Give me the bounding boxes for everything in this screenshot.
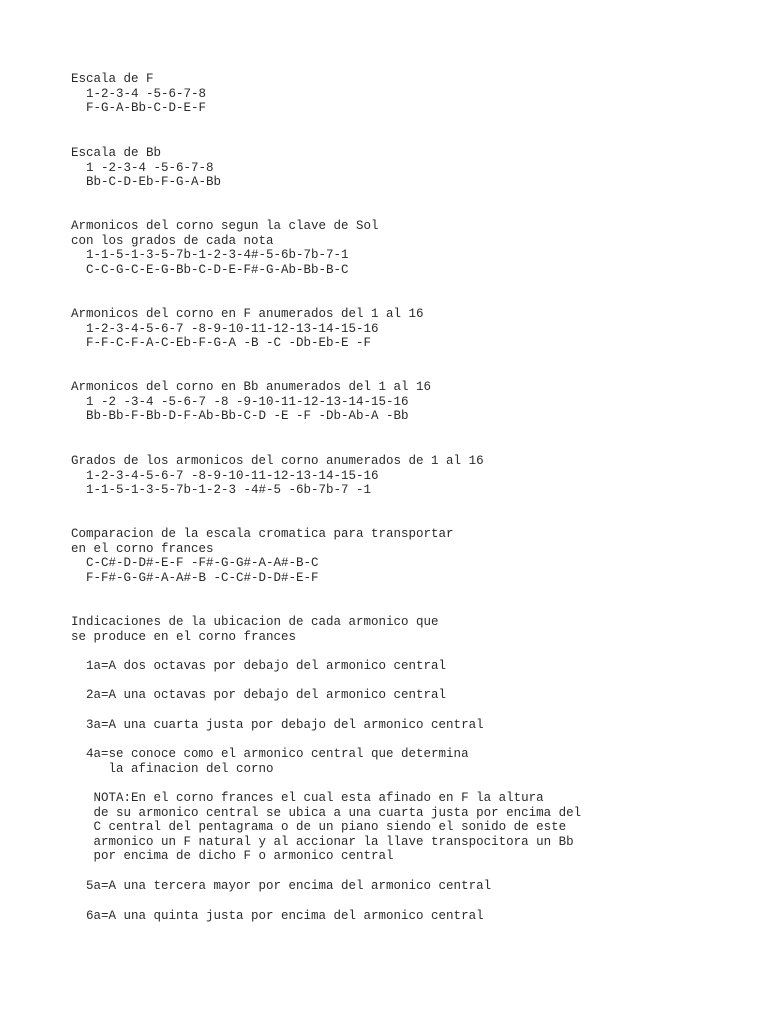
note-line: F-F-C-F-A-C-Eb-F-G-A -B -C -Db-Eb-E -F [71,336,372,351]
section-heading-cont: en el corno frances [71,541,214,556]
item-text: 6a=A una quinta justa por encima del armonico central [71,909,484,923]
note-line: F-G-A-Bb-C-D-E-F [71,101,207,116]
item-text-cont: la afinacion del corno [71,761,274,776]
section-indicaciones [71,615,439,644]
note-line: Bb-C-D-Eb-F-G-A-Bb [71,175,222,190]
item-1a [71,659,446,674]
section-heading: Escala de Bb [71,146,162,160]
section-heading: Grados de los armonicos del corno anumerados de 1 al 16 [71,454,484,468]
section-grados [71,454,484,498]
nota-block [71,791,581,864]
degree-line: 1-1-5-1-3-5-7b-1-2-3-4#-5-6b-7b-7-1 [71,248,349,263]
section-heading-cont: se produce en el corno frances [71,629,297,644]
section-heading: Escala de F [71,72,154,86]
section-heading-cont: con los grados de cada nota [71,233,274,248]
item-4a [71,747,469,776]
degree-line: 1-2-3-4 -5-6-7-8 [71,86,207,101]
section-heading: Armonicos del corno en Bb anumerados del 1 al 16 [71,380,432,394]
chromatic-line-c: C-C#-D-D#-E-F -F#-G-G#-A-A#-B-C [71,556,319,571]
note-line: Bb-Bb-F-Bb-D-F-Ab-Bb-C-D -E -F -Db-Ab-A -Bb [71,409,409,424]
item-text: 1a=A dos octavas por debajo del armonico central [71,659,447,673]
chromatic-line-f: F-F#-G-G#-A-A#-B -C-C#-D-D#-E-F [71,570,319,585]
section-heading: Comparacion de la escala cromatica para transportar [71,527,454,541]
number-line: 1-2-3-4-5-6-7 -8-9-10-11-12-13-14-15-16 [71,468,379,483]
nota-line: NOTA:En el corno frances el cual esta afinado en F la altura [71,791,544,805]
item-text: 4a=se conoce como el armonico central que determina [71,747,469,761]
degree-line: 1 -2-3-4 -5-6-7-8 [71,160,214,175]
degree-line: 1-1-5-1-3-5-7b-1-2-3 -4#-5 -6b-7b-7 -1 [71,483,372,498]
number-line: 1 -2 -3-4 -5-6-7 -8 -9-10-11-12-13-14-15-16 [71,394,409,409]
item-6a [71,909,484,924]
nota-line: de su armonico central se ubica a una cuarta justa por encima del [71,805,582,820]
section-armonicos-bb [71,380,431,424]
item-3a [71,718,484,733]
item-2a [71,688,446,703]
section-escala-bb [71,146,221,190]
item-text: 5a=A una tercera mayor por encima del armonico central [71,879,492,893]
nota-line: C central del pentagrama o de un piano siendo el sonido de este [71,820,567,835]
section-comparacion [71,527,454,585]
note-line: C-C-G-C-E-G-Bb-C-D-E-F#-G-Ab-Bb-B-C [71,262,349,277]
item-5a [71,879,491,894]
section-armonicos-f [71,307,424,351]
item-text: 2a=A una octavas por debajo del armonico central [71,688,447,702]
nota-line: por encima de dicho F o armonico central [71,849,394,864]
section-heading: Armonicos del corno en F anumerados del 1 al 16 [71,307,424,321]
section-heading: Indicaciones de la ubicacion de cada armonico que [71,615,439,629]
number-line: 1-2-3-4-5-6-7 -8-9-10-11-12-13-14-15-16 [71,321,379,336]
nota-line: armonico un F natural y al accionar la llave transpocitora un Bb [71,834,574,849]
item-text: 3a=A una cuarta justa por debajo del armonico central [71,718,484,732]
section-heading: Armonicos del corno segun la clave de Sol [71,219,379,233]
section-armonicos-sol [71,219,379,277]
section-escala-f [71,72,206,116]
